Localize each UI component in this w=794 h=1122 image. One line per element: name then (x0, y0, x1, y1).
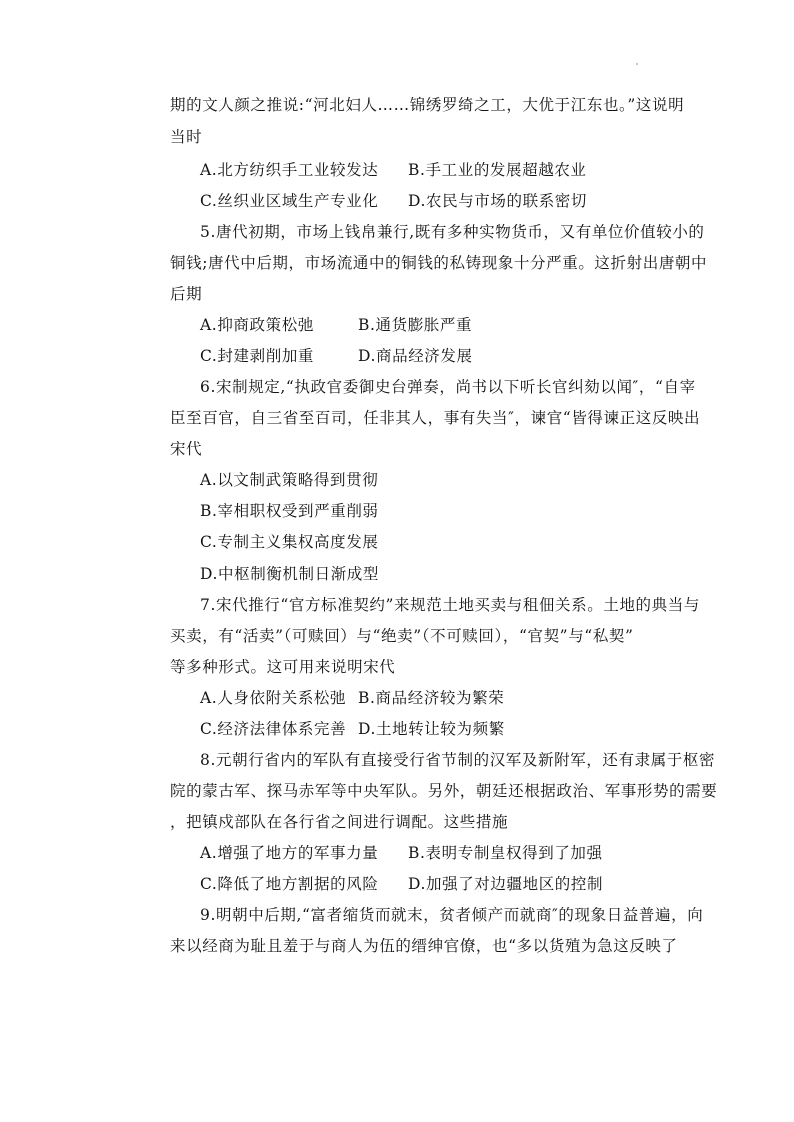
q4-options-row-2 (200, 191, 588, 211)
q7-option-a: A.人身依附关系松弛 (200, 689, 347, 707)
q4-stem-line-1: 期的文人颜之推说:“河北妇人……锦绣罗绮之工，大优于江东也。”这说明 (170, 96, 685, 114)
q8-options-row-1 (200, 843, 603, 863)
q5-option-d: D.商品经济发展 (358, 347, 473, 365)
q7-options-row-1 (200, 688, 505, 708)
q5-options-row-1 (200, 315, 473, 335)
q5-option-c: C.封建剥削加重 (200, 347, 315, 365)
q4-option-b: B.手工业的发展超越农业 (408, 161, 587, 179)
q6-option-b: B.宰相职权受到严重削弱 (200, 502, 379, 520)
q8-option-a: A.增强了地方的军事力量 (200, 844, 379, 862)
q7-option-b: B.商品经济较为繁荣 (358, 689, 505, 707)
q8-option-b: B.表明专制皇权得到了加强 (408, 844, 603, 862)
q7-stem-line-2: 买卖，有“活卖”（可赎回）与“绝卖”（不可赎回），“官契”与“私契” (170, 627, 634, 645)
q8-option-c: C.降低了地方割据的风险 (200, 875, 379, 893)
q4-options-row-1 (200, 160, 587, 180)
q8-option-d: D.加强了对边疆地区的控制 (408, 875, 604, 893)
scan-speck (636, 63, 638, 65)
q6-stem-line-3: 宋代 (170, 440, 203, 458)
q6-stem-line-2: 臣至百官，自三省至百司，任非其人，事有失当″，谏官“皆得谏正这反映出 (170, 409, 701, 427)
q6-option-a: A.以文制武策略得到贯彻 (200, 471, 379, 489)
q9-stem-line-2: 来以经商为耻且羞于与商人为伍的缙绅官僚，也“多以货殖为急这反映了 (170, 937, 678, 955)
q4-stem-line-2: 当时 (170, 128, 203, 146)
q4-option-d: D.农民与市场的联系密切 (408, 192, 588, 210)
q7-option-d: D.土地转让较为频繁 (358, 720, 505, 738)
q7-options-row-2 (200, 719, 505, 739)
q5-stem-line-3: 后期 (170, 285, 203, 303)
q5-stem-line-2: 铜钱;唐代中后期，市场流通中的铜钱的私铸现象十分严重。这折射出唐朝中 (170, 254, 708, 272)
q5-stem-line-1: 5.唐代初期，市场上钱帛兼行,既有多种实物货币，又有单位价值较小的 (200, 223, 705, 241)
q8-stem-line-1: 8.元朝行省内的军队有直接受行省节制的汉军及新附军，还有隶属于枢密 (200, 751, 716, 769)
q6-stem-line-1: 6.宋制规定,“执政官委御史台弹奏，尚书以下听长官纠劾以闻″，“自宰 (200, 378, 696, 396)
q8-options-row-2 (200, 874, 604, 894)
q4-option-c: C.丝织业区域生产专业化 (200, 192, 379, 210)
q8-stem-line-3: ，把镇戍部队在各行省之间进行调配。这些措施 (170, 813, 509, 831)
q7-stem-line-1: 7.宋代推行“官方标准契约”来规范土地买卖与租佃关系。土地的典当与 (200, 596, 700, 614)
q9-stem-line-1: 9.明朝中后期,“富者缩货而就末，贫者倾产而就商″的现象日益普遍，向 (200, 906, 704, 924)
q5-option-b: B.通货膨胀严重 (358, 316, 473, 334)
q5-option-a: A.抑商政策松弛 (200, 316, 314, 334)
q7-stem-line-3: 等多种形式。这可用来说明宋代 (170, 658, 396, 676)
q4-option-a: A.北方纺织手工业较发达 (200, 161, 379, 179)
q5-options-row-2 (200, 346, 473, 366)
q6-option-c: C.专制主义集权高度发展 (200, 533, 379, 551)
q6-option-d: D.中枢制衡机制日渐成型 (200, 565, 380, 583)
q7-option-c: C.经济法律体系完善 (200, 720, 347, 738)
q8-stem-line-2: 院的蒙古军、探马赤军等中央军队。另外，朝廷还根据政治、军事形势的需要 (170, 782, 718, 800)
